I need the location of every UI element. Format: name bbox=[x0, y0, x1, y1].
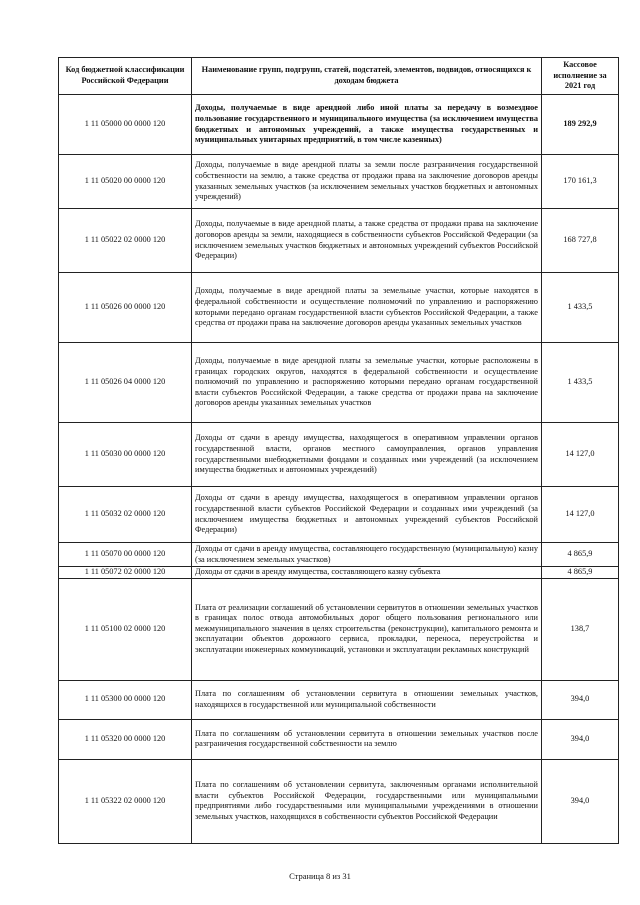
row-code: 1 11 05322 02 0000 120 bbox=[59, 759, 192, 843]
row-amount: 4 865,9 bbox=[542, 543, 619, 567]
header-code: Код бюджетной классификации Российской Федерации bbox=[59, 58, 192, 95]
row-code: 1 11 05000 00 0000 120 bbox=[59, 95, 192, 155]
row-amount: 14 127,0 bbox=[542, 487, 619, 543]
row-code: 1 11 05020 00 0000 120 bbox=[59, 155, 192, 209]
row-code: 1 11 05030 00 0000 120 bbox=[59, 423, 192, 487]
row-code: 1 11 05070 00 0000 120 bbox=[59, 543, 192, 567]
row-name: Доходы, получаемые в виде арендной платы за земельные участки, которые расположены в границах городских округов, находятся в федеральной собственности и осуществление полномочий по управлению и распоряжению которыми передано органам государственной власти субъектов Российской Федерации, а также средства от продажи права на заключение договоров аренды указанных земельных участков bbox=[192, 343, 542, 423]
row-code: 1 11 05320 00 0000 120 bbox=[59, 719, 192, 759]
table-row bbox=[59, 209, 619, 273]
row-code: 1 11 05022 02 0000 120 bbox=[59, 209, 192, 273]
row-name: Плата по соглашениям об установлении сервитута в отношении земельных участков после разграничения государственной собственности на землю bbox=[192, 719, 542, 759]
table-row bbox=[59, 567, 619, 579]
table-row bbox=[59, 95, 619, 155]
row-name: Доходы, получаемые в виде арендной платы за земельные участки, которые находятся в федеральной собственности и осуществление полномочий по управлению и распоряжению которыми передано органам государственной власти субъектов Российской Федерации, а также средства от продажи права на заключение договоров аренды указанных земельных участков bbox=[192, 273, 542, 343]
table-row bbox=[59, 759, 619, 843]
row-amount: 1 433,5 bbox=[542, 273, 619, 343]
table-row bbox=[59, 680, 619, 719]
row-name: Доходы от сдачи в аренду имущества, составляющего государственную (муниципальную) казну (за исключением земельных участков) bbox=[192, 543, 542, 567]
row-name: Плата от реализации соглашений об установлении сервитутов в отношении земельных участков в границах полос отвода автомобильных дорог общего пользования регионального или межмуниципального значения в целях строительства (реконструкции), капитального ремонта и эксплуатации объектов дорожного сервиса, прокладки, переноса, переустройства и эксплуатации инженерных коммуникаций, установки и эксплуатации рекламных конструкций bbox=[192, 578, 542, 680]
row-amount: 394,0 bbox=[542, 719, 619, 759]
table-row bbox=[59, 273, 619, 343]
row-name: Доходы, получаемые в виде арендной либо иной платы за передачу в возмездное пользование государственного и муниципального имущества (за исключением имущества бюджетных и автономных учреждений, а также имущества государственных и муниципальных унитарных предприятий, в том числе казенных) bbox=[192, 95, 542, 155]
row-amount: 394,0 bbox=[542, 680, 619, 719]
table-row bbox=[59, 423, 619, 487]
table-row bbox=[59, 719, 619, 759]
row-name: Доходы, получаемые в виде арендной платы за земли после разграничения государственной собственности на землю, а также средства от продажи права на заключение договоров аренды указанных земельных участков (за исключением земельных участков бюджетных и автономных учреждений) bbox=[192, 155, 542, 209]
row-code: 1 11 05300 00 0000 120 bbox=[59, 680, 192, 719]
row-name: Доходы от сдачи в аренду имущества, составляющего казну субъекта bbox=[192, 567, 542, 579]
row-name: Доходы, получаемые в виде арендной платы, а также средства от продажи права на заключение договоров аренды за земли, находящиеся в собственности субъектов Российской Федерации (за исключением земельных участков бюджетных и автономных учреждений субъектов Российской Федерации) bbox=[192, 209, 542, 273]
row-amount: 170 161,3 bbox=[542, 155, 619, 209]
row-amount: 14 127,0 bbox=[542, 423, 619, 487]
page-number: Страница 8 из 31 bbox=[289, 871, 351, 881]
row-amount: 138,7 bbox=[542, 578, 619, 680]
header-name: Наименование групп, подгрупп, статей, подстатей, элементов, подвидов, относящихся к доходам бюджета bbox=[192, 58, 542, 95]
row-code: 1 11 05072 02 0000 120 bbox=[59, 567, 192, 579]
row-amount: 1 433,5 bbox=[542, 343, 619, 423]
row-code: 1 11 05100 02 0000 120 bbox=[59, 578, 192, 680]
row-name: Доходы от сдачи в аренду имущества, находящегося в оперативном управлении органов государственной власти, органов местного самоуправления, органов управления государственными внебюджетными фондами и созданных ими учреждений (за исключением имущества бюджетных и автономных учреждений) bbox=[192, 423, 542, 487]
row-code: 1 11 05032 02 0000 120 bbox=[59, 487, 192, 543]
row-amount: 189 292,9 bbox=[542, 95, 619, 155]
budget-revenue-table bbox=[58, 57, 619, 844]
row-code: 1 11 05026 04 0000 120 bbox=[59, 343, 192, 423]
table-row bbox=[59, 155, 619, 209]
table-row bbox=[59, 543, 619, 567]
row-name: Доходы от сдачи в аренду имущества, находящегося в оперативном управлении органов государственной власти субъектов Российской Федерации и созданных ими учреждений (за исключением имущества бюджетных и автономных учреждений субъектов Российской Федерации) bbox=[192, 487, 542, 543]
table-row bbox=[59, 487, 619, 543]
table-row bbox=[59, 343, 619, 423]
row-amount: 168 727,8 bbox=[542, 209, 619, 273]
table-header-row bbox=[59, 58, 619, 95]
row-name: Плата по соглашениям об установлении сервитута в отношении земельных участков, находящихся в государственной или муниципальной собственности bbox=[192, 680, 542, 719]
table-row bbox=[59, 578, 619, 680]
row-amount: 4 865,9 bbox=[542, 567, 619, 579]
row-name: Плата по соглашениям об установлении сервитута, заключенным органами исполнительной власти субъектов Российской Федерации, государственными или муниципальными предприятиями либо государственными или муниципальными учреждениями в отношении земельных участков, находящихся в собственности субъектов Российской Федерации bbox=[192, 759, 542, 843]
header-amount: Кассовое исполнение за 2021 год bbox=[542, 58, 619, 95]
table-body bbox=[59, 95, 619, 844]
row-amount: 394,0 bbox=[542, 759, 619, 843]
row-code: 1 11 05026 00 0000 120 bbox=[59, 273, 192, 343]
